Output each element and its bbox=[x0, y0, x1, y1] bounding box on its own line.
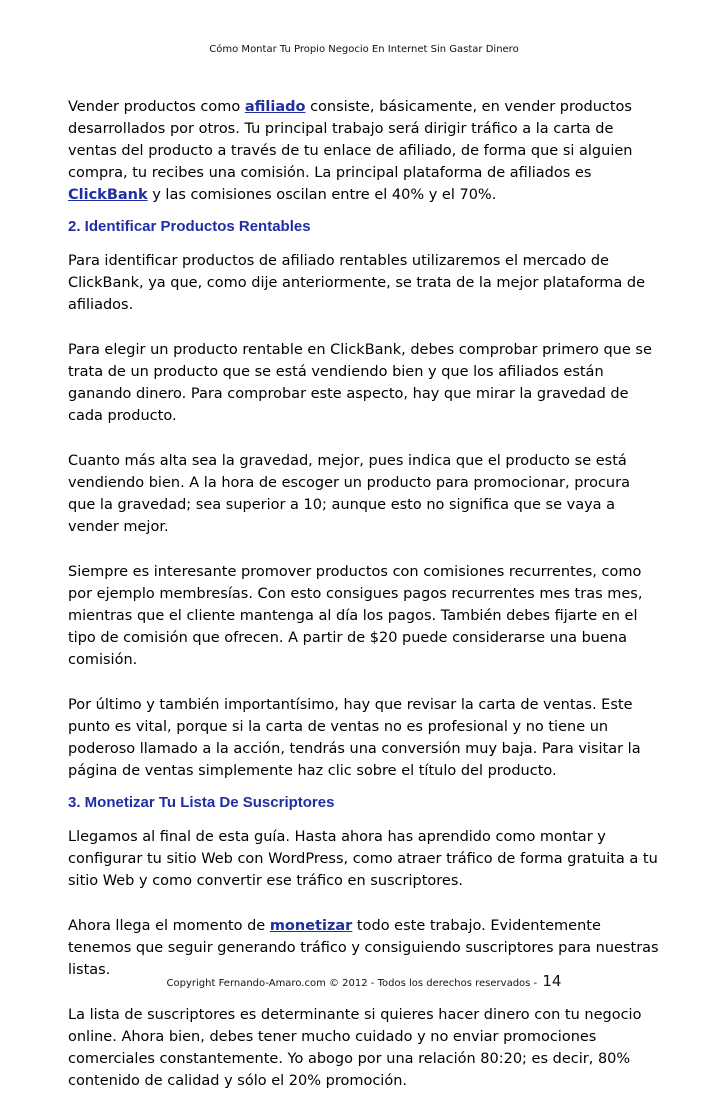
paragraph: La lista de suscriptores es determinante si quieres hacer dinero con tu negocio online. Ahora bien, debes tener mucho cuidado y no enviar promociones comerciales constantemente. Yo abogo por una relación 80:20; es decir, 80% contenido de calidad y sólo el 20% promoción. bbox=[68, 1007, 642, 1089]
paragraph: Por último y también importantísimo, hay que revisar la carta de ventas. Este punto es vital, porque si la carta de ventas no es profesional y no tiene un poderoso llamado a la acción, tendrás una conversión muy baja. Para visitar la página de ventas simplemente haz clic sobre el título del producto. bbox=[68, 697, 641, 779]
paragraph-affiliate-intro bbox=[68, 96, 660, 206]
document-body bbox=[68, 96, 660, 1115]
text-run: Vender productos como bbox=[68, 99, 245, 115]
text-run: todo este trabajo. Evidentemente tenemos que seguir generando tráfico y consiguiendo suscriptores para nuestras listas. bbox=[68, 918, 659, 978]
monetizar-link[interactable]: monetizar bbox=[269, 918, 353, 934]
copyright-text: Copyright Fernando-Amaro.com © 2012 - Todos los derechos reservados - bbox=[166, 978, 541, 989]
paragraph: Llegamos al final de esta guía. Hasta ahora has aprendido como montar y configurar tu sitio Web con WordPress, como atraer tráfico de forma gratuita a tu sitio Web y como convertir ese tráfico en suscriptores. bbox=[68, 829, 658, 889]
section-heading-2: 2. Identificar Productos Rentables bbox=[68, 218, 311, 235]
page-header: Cómo Montar Tu Propio Negocio En Internet Sin Gastar Dinero bbox=[209, 44, 519, 55]
afiliado-link[interactable]: afiliado bbox=[244, 99, 306, 115]
section-heading-3: 3. Monetizar Tu Lista De Suscriptores bbox=[68, 794, 335, 811]
page-number: 14 bbox=[542, 972, 562, 990]
text-run: Ahora llega el momento de bbox=[68, 918, 270, 934]
text-run: y las comisiones oscilan entre el 40% y el 70%. bbox=[147, 187, 497, 203]
paragraph: Siempre es interesante promover productos con comisiones recurrentes, como por ejemplo membresías. Con esto consigues pagos recurrentes mes tras mes, mientras que el cliente mantenga al día los pagos. También debes fijarte en el tipo de comisión que ofrecen. A partir de $20 puede considerarse una buena comisión. bbox=[68, 564, 643, 668]
text-run: consiste, básicamente, en vender productos desarrollados por otros. Tu principal trabajo será dirigir tráfico a la carta de ventas del producto a través de tu enlace de afiliado, de forma que si alguien compra, tu recibes una comisión. La principal plataforma de afiliados es bbox=[68, 99, 633, 181]
paragraph: Cuanto más alta sea la gravedad, mejor, pues indica que el producto se está vendiendo bien. A la hora de escoger un producto para promocionar, procura que la gravedad; sea superior a 10; aunque esto no significa que se vaya a vender mejor. bbox=[68, 453, 630, 535]
page-footer bbox=[0, 972, 728, 990]
paragraph: Para identificar productos de afiliado rentables utilizaremos el mercado de ClickBank, ya que, como dije anteriormente, se trata de la mejor plataforma de afiliados. bbox=[68, 253, 646, 313]
paragraph: Para elegir un producto rentable en ClickBank, debes comprobar primero que se trata de un producto que se está vendiendo bien y que los afiliados están ganando dinero. Para comprobar este aspecto, hay que mirar la gravedad de cada producto. bbox=[68, 342, 652, 424]
clickbank-link[interactable]: ClickBank bbox=[68, 187, 148, 203]
